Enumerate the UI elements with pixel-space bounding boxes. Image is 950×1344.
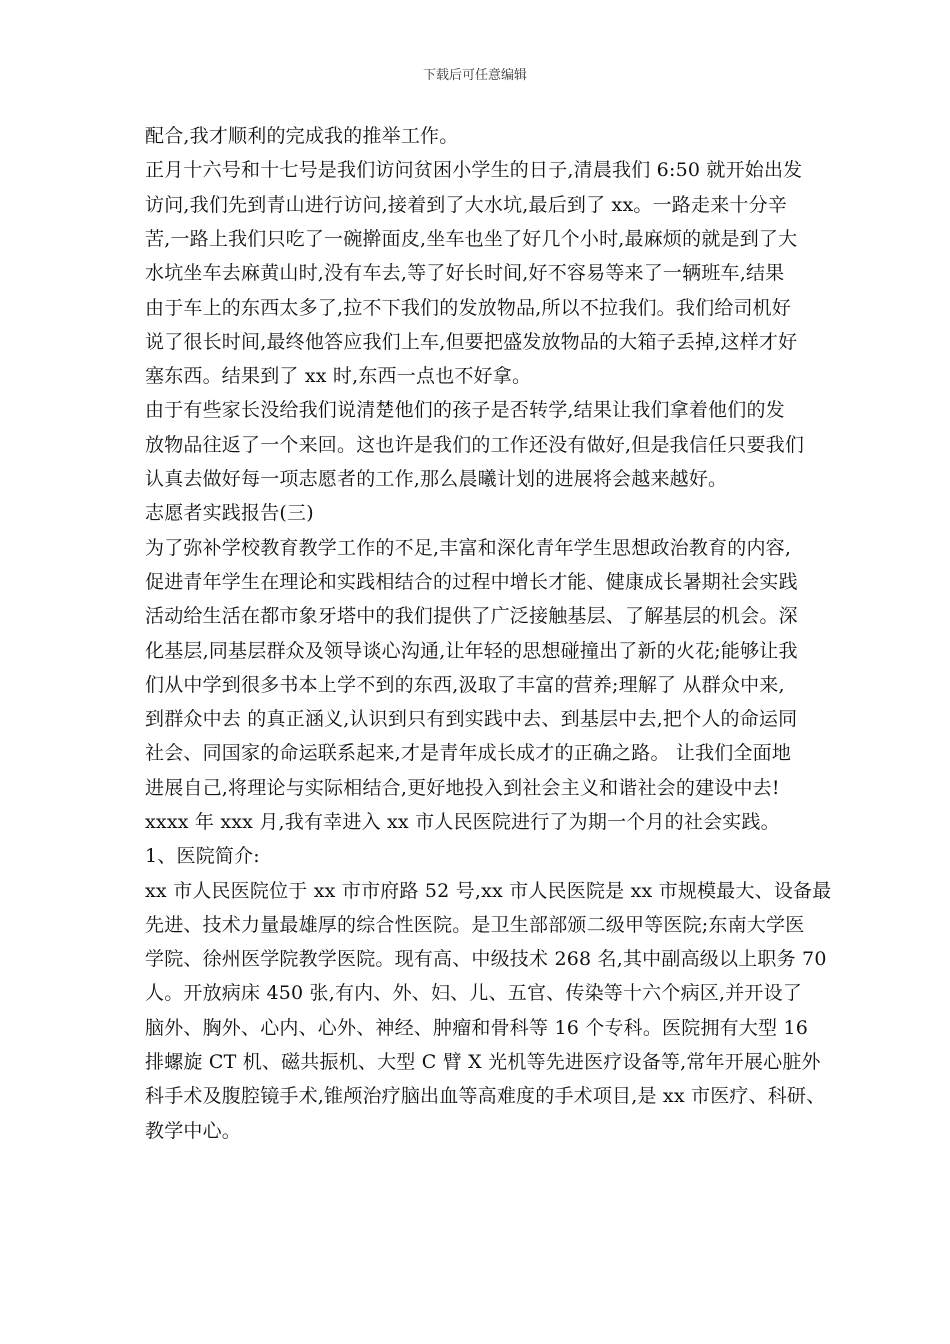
text-line: 水坑坐车去麻黄山时,没有车去,等了好长时间,好不容易等来了一辆班车,结果 [145,262,785,284]
text-line: 科手术及腹腔镜手术,锥颅治疗脑出血等高难度的手术项目,是 xx 市医疗、科研、 [145,1085,826,1107]
text-line: 说了很长时间,最终他答应我们上车,但要把盛发放物品的大箱子丢掉,这样才好 [145,331,798,353]
text-line: 活动给生活在都市象牙塔中的我们提供了广泛接触基层、了解基层的机会。深 [145,605,798,627]
text-line: 由于车上的东西太多了,拉不下我们的发放物品,所以不拉我们。我们给司机好 [145,297,792,319]
text-line: 促进青年学生在理论和实践相结合的过程中增长才能、健康成长暑期社会实践 [145,571,798,593]
text-line: 为了弥补学校教育教学工作的不足,丰富和深化青年学生思想政治教育的内容, [145,537,792,559]
text-line: 社会、同国家的命运联系起来,才是青年成长成才的正确之路。 让我们全面地 [145,742,792,764]
text-line: 学院、徐州医学院教学医院。现有高、中级技术 268 名,其中副高级以上职务 70 [145,948,827,970]
text-line: 人。开放病床 450 张,有内、外、妇、儿、五官、传染等十六个病区,并开设了 [145,982,803,1004]
text-line: 志愿者实践报告(三) [145,502,314,524]
text-line: 排螺旋 CT 机、磁共振机、大型 C 臂 X 光机等先进医疗设备等,常年开展心脏外 [145,1051,821,1073]
text-line: 们从中学到很多书本上学不到的东西,汲取了丰富的营养;理解了 从群众中来, [145,674,785,696]
text-line: 正月十六号和十七号是我们访问贫困小学生的日子,清晨我们 6:50 就开始出发 [145,159,803,181]
text-line: 放物品往返了一个来回。这也许是我们的工作还没有做好,但是我信任只要我们 [145,434,805,456]
text-line: 访问,我们先到青山进行访问,接着到了大水坑,最后到了 xx。一路走来十分辛 [145,194,787,216]
text-line: 认真去做好每一项志愿者的工作,那么晨曦计划的进展将会越来越好。 [145,468,728,490]
text-line: 教学中心。 [145,1120,242,1142]
text-line: 先进、技术力量最雄厚的综合性医院。是卫生部部颁二级甲等医院;东南大学医 [145,914,805,936]
text-line: xxxx 年 xxx 月,我有幸进入 xx 市人民医院进行了为期一个月的社会实践。 [145,811,780,833]
text-line: 塞东西。结果到了 xx 时,东西一点也不好拿。 [145,365,532,387]
text-line: 由于有些家长没给我们说清楚他们的孩子是否转学,结果让我们拿着他们的发 [145,399,785,421]
text-line: 到群众中去 的真正涵义,认识到只有到实践中去、到基层中去,把个人的命运同 [145,708,798,730]
text-line: 脑外、胸外、心内、心外、神经、肿瘤和骨科等 16 个专科。医院拥有大型 16 [145,1017,809,1039]
page-header-note: 下载后可任意编辑 [422,68,527,83]
text-line: 化基层,同基层群众及领导谈心沟通,让年轻的思想碰撞出了新的火花;能够让我 [145,640,798,662]
text-line: 苦,一路上我们只吃了一碗擀面皮,坐车也坐了好几个小时,最麻烦的就是到了大 [145,228,798,250]
text-line: xx 市人民医院位于 xx 市市府路 52 号,xx 市人民医院是 xx 市规模最大、设备最 [145,880,832,902]
text-line: 1、医院简介: [145,845,260,867]
text-line: 进展自己,将理论与实际相结合,更好地投入到社会主义和谐社会的建设中去! [145,777,780,799]
text-line: 配合,我才顺利的完成我的推举工作。 [145,125,459,147]
